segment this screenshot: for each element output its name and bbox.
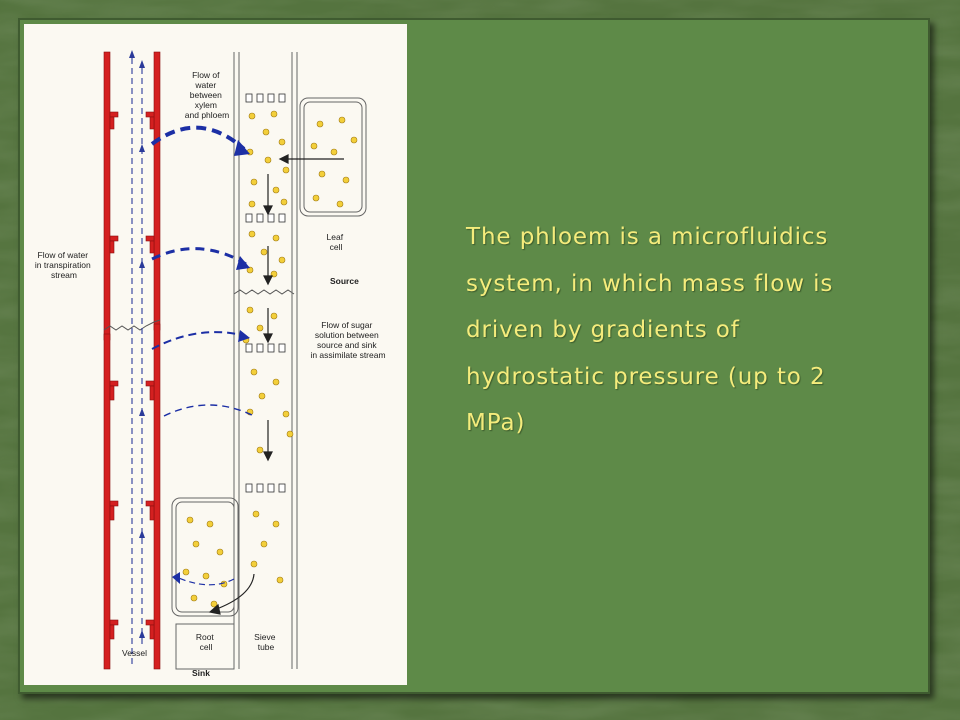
- label-vessel: Vessel: [122, 648, 148, 658]
- label-sink: Sink: [192, 668, 210, 678]
- label-root-cell: Root cell: [195, 632, 214, 652]
- label-flow-xylem-phloem: Flow of water between xylem and phloem: [184, 70, 230, 120]
- label-leaf-cell: Leaf cell: [326, 232, 344, 252]
- label-flow-transpiration: Flow of water in transpiration stream: [34, 250, 91, 280]
- label-source: Source: [330, 276, 359, 286]
- phloem-diagram: [24, 24, 407, 685]
- transpiration-arrows: [132, 54, 142, 664]
- label-sieve-tube: Sieve tube: [254, 632, 276, 652]
- cell-walls: [172, 52, 366, 669]
- slide-body-text: The phloem is a microfluidics system, in which mass flow is driven by gradients of hydrostatic pressure (up to 2 MPa): [466, 224, 834, 436]
- transpiration-arrowheads: [129, 50, 145, 638]
- label-flow-sugar: Flow of sugar solution between source and sink in assimilate stream: [310, 320, 386, 360]
